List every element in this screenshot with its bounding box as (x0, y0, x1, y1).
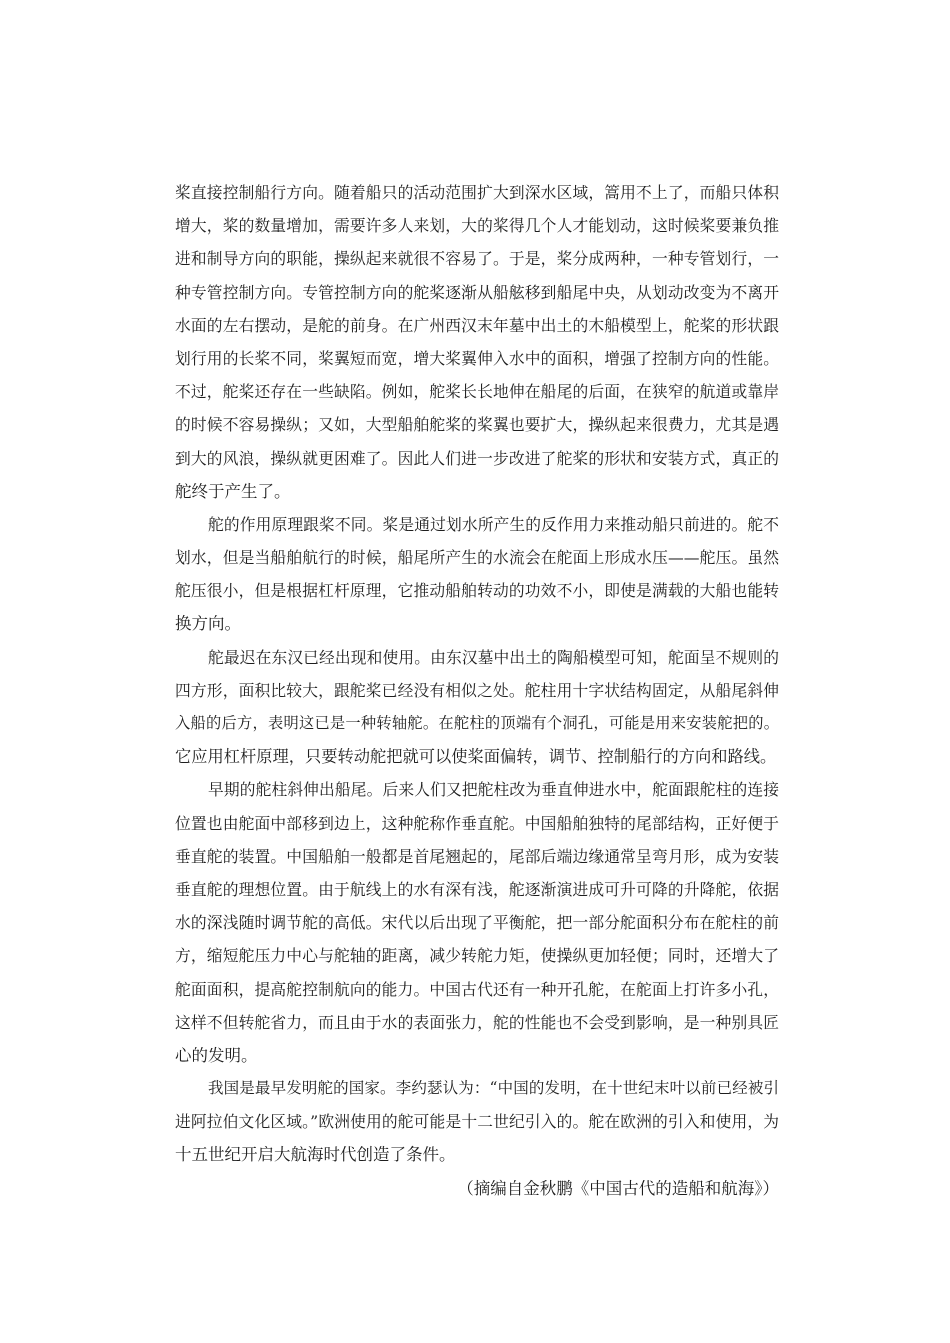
text-line: 十五世纪开启大航海时代创造了条件。 (175, 1145, 456, 1165)
text-line: 桨直接控制船行方向。随着船只的活动范围扩大到深水区域，篙用不上了，而船只体积 (175, 183, 779, 202)
text-line: 舵的作用原理跟桨不同。桨是通过划水所产生的反作用力来推动船只前进的。舵不 (208, 514, 779, 534)
text-line: 的时候不容易操纵；又如，大型船舶舵桨的桨翼也要扩大，操纵起来很费力，尤其是遇 (175, 415, 779, 435)
text-line: 舵压很小，但是根据杠杆原理，它推动船舶转动的功效不小，即使是满载的大船也能转 (175, 581, 779, 601)
source-citation: （摘编自金秋鹏《中国古代的造船和航海》） (457, 1178, 779, 1198)
paragraph-2 (175, 508, 779, 641)
text-line: 垂直舵的装置。中国船舶一般都是首尾翘起的，尾部后端边缘通常呈弯月形，成为安装 (175, 846, 779, 866)
paragraph-1 (175, 176, 779, 508)
text-line: 增大，桨的数量增加，需要许多人来划，大的桨得几个人才能划动，这时候桨要兼负推 (175, 216, 779, 236)
text-line: 种专管控制方向。专管控制方向的舵桨逐渐从船舷移到船尾中央，从划动改变为不离开 (175, 282, 779, 302)
text-line: 进阿拉伯文化区域。”欧洲使用的舵可能是十二世纪引入的。舵在欧洲的引入和使用，为 (175, 1112, 779, 1132)
text-line: 它应用杠杆原理，只要转动舵把就可以使桨面偏转，调节、控制船行的方向和路线。 (175, 747, 777, 767)
text-line: 四方形，面积比较大，跟舵桨已经没有相似之处。舵柱用十字状结构固定，从船尾斜伸 (175, 680, 779, 700)
text-line: 水的深浅随时调节舵的高低。宋代以后出现了平衡舵，把一部分舵面积分布在舵柱的前 (175, 913, 779, 933)
text-line: 位置也由舵面中部移到边上，这种舵称作垂直舵。中国船舶独特的尾部结构，正好便于 (175, 813, 779, 833)
paragraph-3 (175, 641, 779, 774)
text-line: 不过，舵桨还存在一些缺陷。例如，舵桨长长地伸在船尾的后面，在狭窄的航道或靠岸 (175, 382, 779, 402)
text-line: 进和制导方向的职能，操纵起来就很不容易了。于是，桨分成两种，一种专管划行，一 (175, 249, 779, 269)
text-line: 这样不但转舵省力，而且由于水的表面张力，舵的性能也不会受到影响，是一种别具匠 (175, 1012, 779, 1032)
text-line: 垂直舵的理想位置。由于航线上的水有深有浅，舵逐渐演进成可升可降的升降舵，依据 (175, 879, 779, 899)
paragraph-4 (175, 773, 779, 1072)
text-line: 水面的左右摆动，是舵的前身。在广州西汉末年墓中出土的木船模型上，舵桨的形状跟 (175, 315, 779, 335)
text-line: 舵终于产生了。 (175, 481, 291, 501)
text-line: 方，缩短舵压力中心与舵轴的距离，减少转舵力矩，使操纵更加轻便；同时，还增大了 (175, 946, 779, 966)
article-body (175, 176, 779, 1205)
text-line: 入船的后方，表明这已是一种转轴舵。在舵柱的顶端有个洞孔，可能是用来安装舵把的。 (175, 714, 779, 732)
text-line: 我国是最早发明舵的国家。李约瑟认为：“中国的发明，在十世纪末叶以前已经被引 (208, 1079, 779, 1098)
text-line: 心的发明。 (175, 1045, 258, 1065)
text-line: 舵面面积，提高舵控制航向的能力。中国古代还有一种开孔舵，在舵面上打许多小孔， (175, 979, 779, 999)
text-line: 划行用的长桨不同，桨翼短而宽，增大桨翼伸入水中的面积，增强了控制方向的性能。 (175, 348, 779, 368)
text-line: 到大的风浪，操纵就更困难了。因此人们进一步改进了舵桨的形状和安装方式，真正的 (175, 448, 779, 468)
text-line: 舵最迟在东汉已经出现和使用。由东汉墓中出土的陶船模型可知，舵面呈不规则的 (208, 647, 779, 667)
paragraph-5 (175, 1072, 779, 1172)
text-line: 换方向。 (175, 614, 241, 634)
text-line: 划水，但是当船舶航行的时候，船尾所产生的水流会在舵面上形成水压——舵压。虽然 (175, 548, 779, 568)
text-line: 早期的舵柱斜伸出船尾。后来人们又把舵柱改为垂直伸进水中，舵面跟舵柱的连接 (208, 780, 779, 800)
